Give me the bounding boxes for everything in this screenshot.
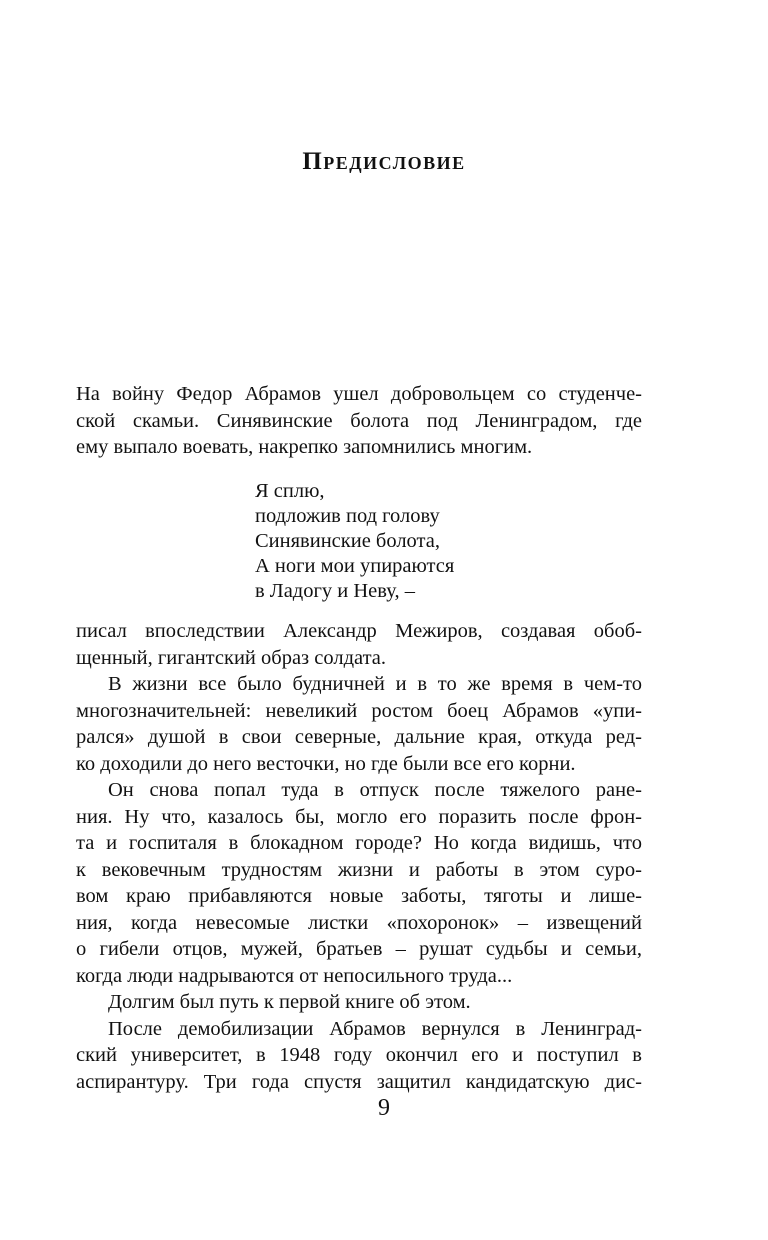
text-line: На войну Федор Абрамов ушел добровольцем со студенче- — [76, 383, 642, 405]
text-line: многозначительней: невеликий ростом боец Абрамов «упи- — [76, 699, 642, 722]
text-line: ния. Ну что, казалось бы, могло его поразить после фрон- — [76, 805, 642, 828]
text-line: ему выпало воевать, накрепко запомнились многим. — [76, 436, 533, 458]
poem-line: Я сплю, — [255, 480, 325, 502]
text-line: ко доходили до него весточки, но где были все его корни. — [76, 752, 576, 775]
text-line: Долгим был путь к первой книге об этом. — [108, 991, 471, 1013]
paragraph-body — [76, 618, 642, 1095]
text-line: та и госпиталя в блокадном городе? Но когда видишь, что — [76, 832, 642, 854]
text-line: Он снова попал туда в отпуск после тяжелого ране- — [108, 779, 642, 801]
poem-line: Синявинские болота, — [255, 530, 440, 552]
poem-line: подложив под голову — [255, 505, 440, 527]
text-line: аспирантуру. Три года спустя защитил кандидатскую дис- — [76, 1070, 642, 1093]
chapter-title: Предисловие — [302, 148, 466, 175]
poem-line: в Ладогу и Неву, – — [255, 580, 415, 602]
text-line: писал впоследствии Александр Межиров, создавая обоб- — [76, 620, 642, 642]
paragraph-intro — [76, 381, 642, 461]
text-line: щенный, гигантский образ солдата. — [76, 646, 387, 669]
text-line: рался» душой в свои северные, дальние края, откуда ред- — [76, 726, 642, 748]
text-line: о гибели отцов, мужей, братьев – рушат судьбы и семьи, — [76, 938, 642, 960]
text-line: к вековечным трудностям жизни и работы в этом суро- — [76, 858, 642, 881]
text-line: ния, когда невесомые листки «похоронок» – извещений — [76, 911, 642, 934]
poem-quote — [255, 479, 454, 604]
text-line: В жизни все было будничней и в то же время в чем-то — [108, 673, 642, 695]
text-line: вом краю прибавляются новые заботы, тяготы и лише- — [76, 885, 642, 907]
text-line: ский университет, в 1948 году окончил его и поступил в — [76, 1044, 642, 1066]
text-line: После демобилизации Абрамов вернулся в Ленинград- — [108, 1017, 642, 1040]
poem-line: А ноги мои упираются — [255, 555, 455, 577]
text-line: когда люди надрываются от непосильного труда... — [76, 964, 513, 987]
page-number: 9 — [378, 1095, 390, 1121]
text-line: ской скамьи. Синявинские болота под Ленинградом, где — [76, 409, 642, 432]
